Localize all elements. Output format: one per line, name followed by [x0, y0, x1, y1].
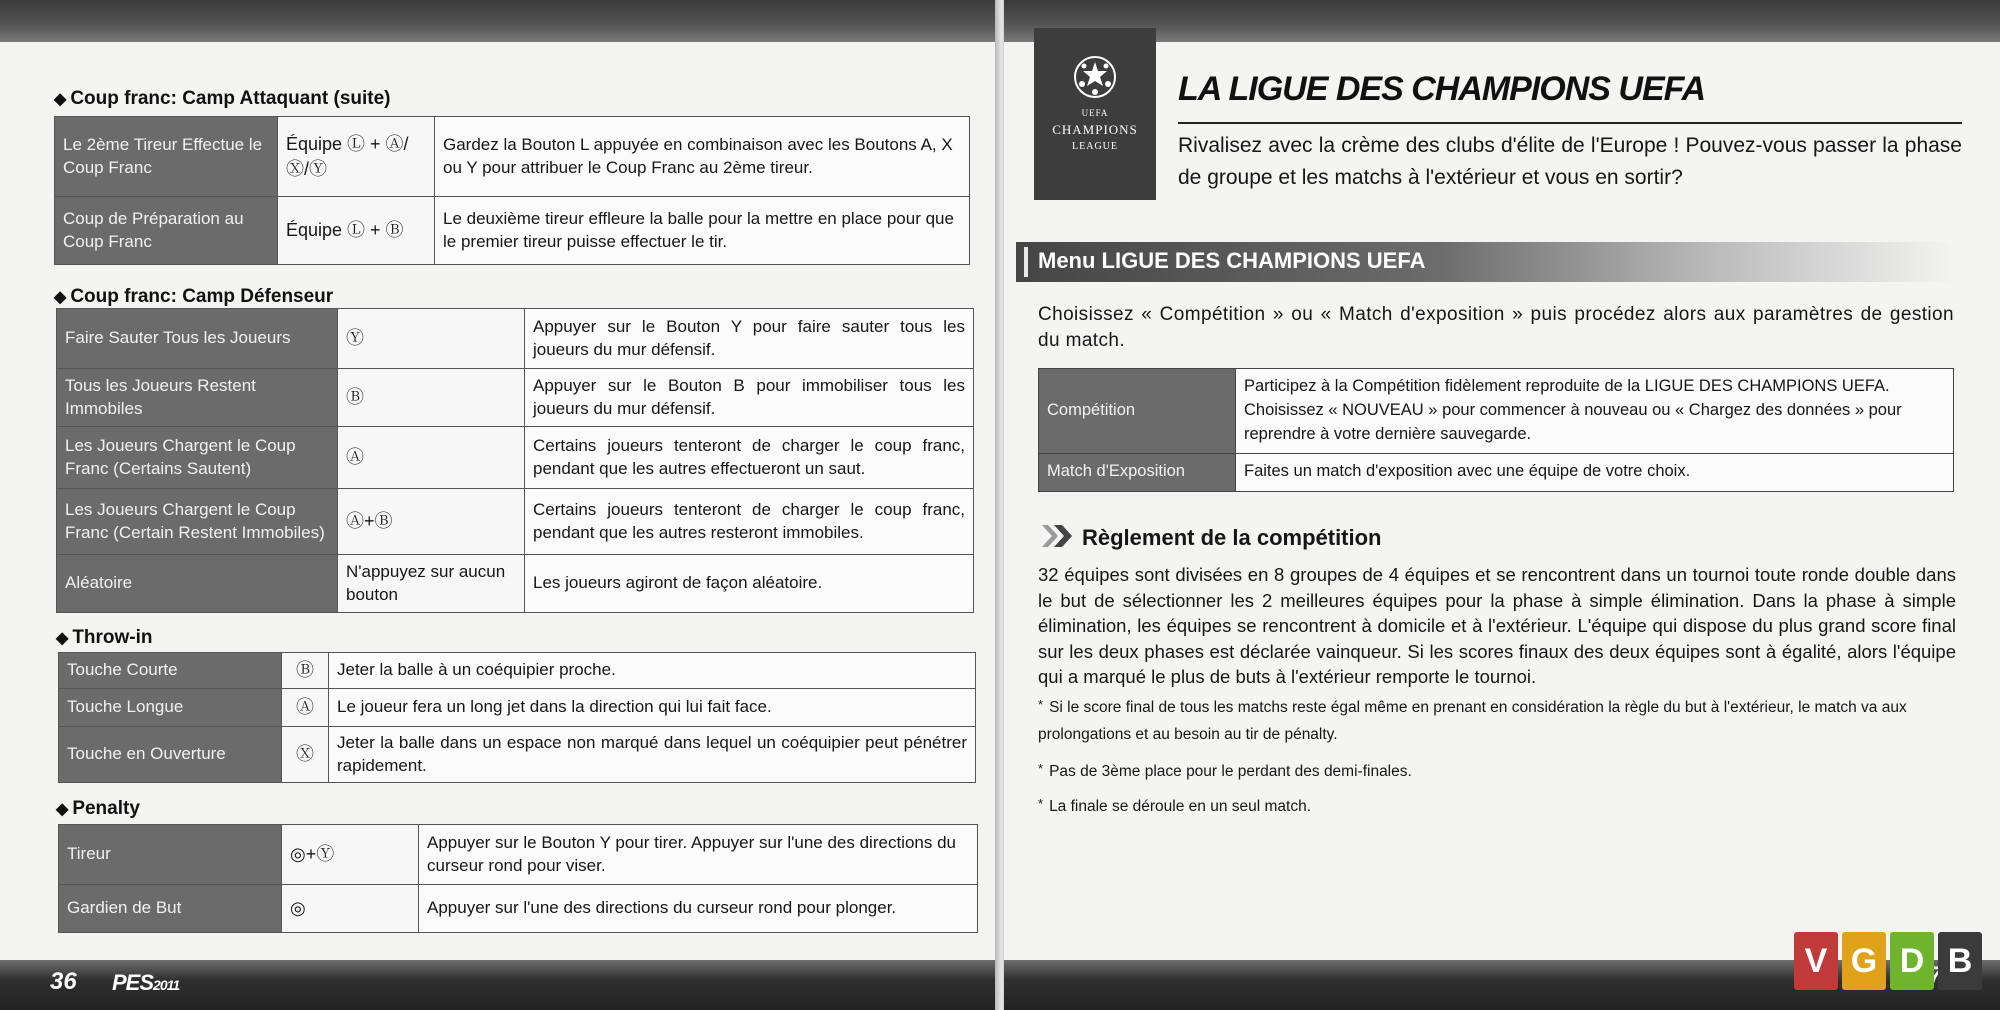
row-description: Jeter la balle dans un espace non marqué dans lequel un coéquipier peut pénétrer rapidement. — [329, 727, 976, 783]
table-row — [57, 489, 974, 555]
table-row — [55, 197, 970, 265]
table-row — [59, 653, 976, 689]
table-row — [57, 427, 974, 489]
watermark-letter: D — [1890, 932, 1934, 990]
pes-logo: PES2011 — [112, 970, 180, 995]
diamond-icon: ◆ — [54, 91, 67, 108]
button-combo: Équipe Ⓛ + Ⓑ — [278, 197, 435, 265]
title-rule — [1178, 122, 1962, 124]
section-title-penalty: ◆ Penalty — [56, 798, 140, 819]
vgd-watermark — [1794, 932, 1982, 990]
watermark-letter: B — [1938, 932, 1982, 990]
row-label: Faire Sauter Tous les Joueurs — [57, 309, 338, 369]
row-description: Appuyer sur le Bouton Y pour tirer. Appuyer sur l'une des directions du curseur rond pour viser. — [419, 825, 978, 885]
row-label: Gardien de But — [59, 885, 282, 933]
row-description: Appuyer sur l'une des directions du curseur rond pour plonger. — [419, 885, 978, 933]
row-label: Match d'Exposition — [1039, 453, 1236, 491]
right-page — [1004, 0, 2000, 1010]
row-description: Certains joueurs tenteront de charger le coup franc, pendant que les autres effectueront un saut. — [525, 427, 974, 489]
champions-league-logo: UEFA CHAMPIONS LEAGUE — [1034, 28, 1156, 200]
table-attaquant — [54, 116, 970, 265]
row-description: Appuyer sur le Bouton Y pour faire sauter tous les joueurs du mur défensif. — [525, 309, 974, 369]
rules-heading: Règlement de la compétition — [1042, 525, 1382, 553]
button-combo: Ⓑ — [338, 369, 525, 427]
row-label: Tireur — [59, 825, 282, 885]
table-defenseur — [56, 308, 974, 613]
button-combo: Ⓑ — [282, 653, 329, 689]
table-row — [59, 689, 976, 727]
table-throwin — [58, 652, 976, 783]
button-combo: Ⓨ — [338, 309, 525, 369]
watermark-letter: V — [1794, 932, 1838, 990]
section-title-attaquant: ◆ Coup franc: Camp Attaquant (suite) — [54, 88, 391, 109]
button-combo: Équipe Ⓛ + Ⓐ/Ⓧ/Ⓨ — [278, 117, 435, 197]
button-combo: Ⓐ — [338, 427, 525, 489]
page-number: 36 — [50, 968, 77, 995]
row-description: Participez à la Compétition fidèlement reproduite de la LIGUE DES CHAMPIONS UEFA. Choisissez « NOUVEAU » pour commencer à nouveau ou « Chargez des données » pour reprendre à votre dernière sauvegarde. — [1236, 369, 1954, 454]
button-combo: N'appuyez sur aucun bouton — [338, 555, 525, 613]
table-row — [1039, 369, 1954, 454]
section-title-defenseur: ◆ Coup franc: Camp Défenseur — [54, 286, 334, 307]
table-row — [59, 885, 978, 933]
button-combo: Ⓐ+Ⓑ — [338, 489, 525, 555]
row-label: Les Joueurs Chargent le Coup Franc (Certains Sautent) — [57, 427, 338, 489]
table-row — [55, 117, 970, 197]
footnote: * Pas de 3ème place pour le perdant des demi-finales. — [1038, 761, 1412, 780]
table-row — [59, 727, 976, 783]
row-label: Les Joueurs Chargent le Coup Franc (Certain Restent Immobiles) — [57, 489, 338, 555]
page-title: LA LIGUE DES CHAMPIONS UEFA — [1178, 70, 1706, 108]
row-label: Le 2ème Tireur Effectue le Coup Franc — [55, 117, 278, 197]
diamond-icon: ◆ — [56, 630, 69, 647]
row-description: Faites un match d'exposition avec une équipe de votre choix. — [1236, 453, 1954, 491]
row-description: Les joueurs agiront de façon aléatoire. — [525, 555, 974, 613]
footnote: * Si le score final de tous les matchs reste égal même en prenant en considération la règle du but à l'extérieur, le match va aux prolongations et au besoin au tir de pénalty. — [1038, 697, 1907, 744]
row-label: Compétition — [1039, 369, 1236, 454]
top-band — [0, 0, 1000, 42]
button-combo: Ⓧ — [282, 727, 329, 783]
row-label: Touche Longue — [59, 689, 282, 727]
button-combo: ◎ — [282, 885, 419, 933]
row-label: Tous les Joueurs Restent Immobiles — [57, 369, 338, 427]
row-description: Le deuxième tireur effleure la balle pour la mettre en place pour que le premier tireur puisse effectuer le tir. — [435, 197, 970, 265]
rules-body: 32 équipes sont divisées en 8 groupes de 4 équipes et se rencontrent dans un tournoi toute ronde double dans le but de sélectionner les 2 meilleures équipes pour la phase à simple élimination. Dans la phase à simple élimination, les équipes se rencontrent à domicile et à l'extérieur. L'équipe qui dispose du plus grand score final sur les deux phases est déclarée vainqueur. Si les scores finaux des deux équipes sont à égalité, alors l'équipe qui a marqué le plus de buts à l'extérieur remporte le tournoi. — [1038, 564, 1956, 688]
row-description: Le joueur fera un long jet dans la direction qui lui fait face. — [329, 689, 976, 727]
row-description: Appuyer sur le Bouton B pour immobiliser tous les joueurs du mur défensif. — [525, 369, 974, 427]
row-description: Jeter la balle à un coéquipier proche. — [329, 653, 976, 689]
footnote: * La finale se déroule en un seul match. — [1038, 796, 1312, 815]
row-description: Certains joueurs tenteront de charger le coup franc, pendant que les autres resteront immobiles. — [525, 489, 974, 555]
table-row — [57, 309, 974, 369]
menu-description: Choisissez « Compétition » ou « Match d'exposition » puis procédez alors aux paramètres de gestion du match. — [1038, 304, 1954, 351]
table-row — [1039, 453, 1954, 491]
row-label: Aléatoire — [57, 555, 338, 613]
row-description: Gardez la Bouton L appuyée en combinaison avec les Boutons A, X ou Y pour attribuer le Coup Franc au 2ème tireur. — [435, 117, 970, 197]
row-label: Coup de Préparation au Coup Franc — [55, 197, 278, 265]
button-combo: Ⓐ — [282, 689, 329, 727]
diamond-icon: ◆ — [56, 801, 69, 818]
table-row — [57, 369, 974, 427]
table-penalty — [58, 824, 978, 933]
diamond-icon: ◆ — [54, 289, 67, 306]
table-row — [59, 825, 978, 885]
chevron-right-icon — [1042, 525, 1076, 553]
table-row — [57, 555, 974, 613]
watermark-letter: G — [1842, 932, 1886, 990]
button-combo: ◎+Ⓨ — [282, 825, 419, 885]
row-label: Touche en Ouverture — [59, 727, 282, 783]
section-title-throwin: ◆ Throw-in — [56, 627, 153, 648]
starball-icon — [1034, 54, 1156, 105]
header-stripe — [1024, 247, 1028, 277]
intro-text: Rivalisez avec la crème des clubs d'élite de l'Europe ! Pouvez-vous passer la phase de groupe et les matchs à l'extérieur et vous en sortir? — [1178, 134, 1962, 189]
row-label: Touche Courte — [59, 653, 282, 689]
menu-table — [1038, 368, 1954, 492]
menu-section-header: Menu LIGUE DES CHAMPIONS UEFA — [1016, 242, 1956, 282]
